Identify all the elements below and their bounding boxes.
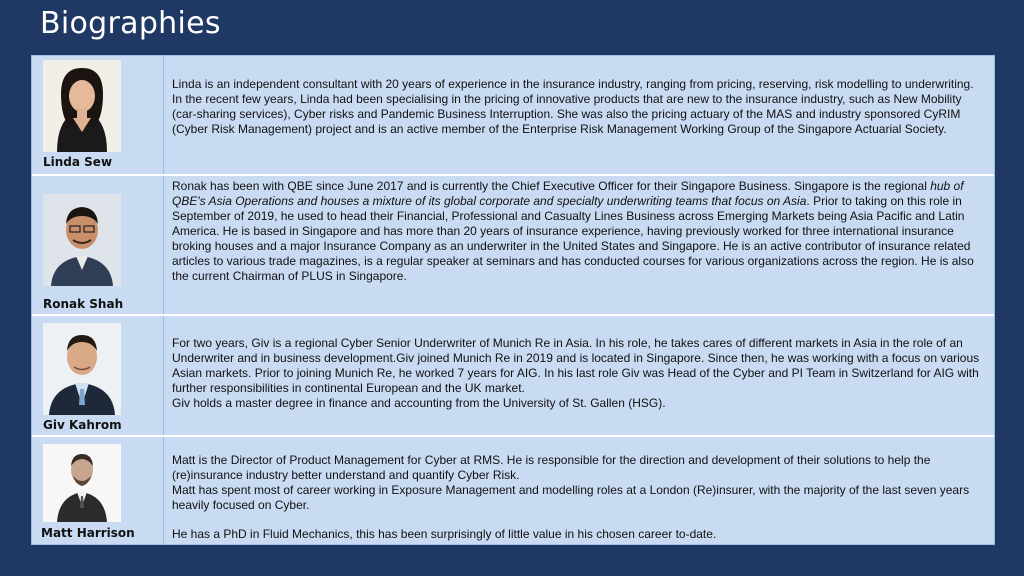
bio-paragraph: For two years, Giv is a regional Cyber Senior Underwriter of Munich Re in Asia. In his role, he takes cares of different markets in Asia in the role of an Underwriter and in business development.Giv joined Munich Re in 2019 and is located in Singapore. Since then, he was working with a focus on various Asian markets. Prior to joining Munich Re, he worked 7 years for AIG. In his last role Giv was Head of the Cyber and PI Team in Switzerland for AIG with further responsibilities in continental European and the UK market. [172, 336, 980, 395]
bio-text [164, 176, 994, 314]
bio-paragraph: Matt has spent most of career working in Exposure Management and modelling roles at a London (Re)insurer, with the majority of the last seven years heavily focused on Cyber. [172, 483, 970, 512]
bio-paragraph: Giv holds a master degree in finance and accounting from the University of St. Gallen (HSG). [172, 396, 666, 410]
bio-paragraph [172, 179, 984, 284]
bio-text-span: Ronak has been with QBE since June 2017 and is currently the Chief Executive Officer for their Singapore Business. Singapore is the regional [172, 179, 931, 193]
bio-paragraph: Linda is an independent consultant with 20 years of experience in the insurance industry, ranging from pricing, reserving, risk modelling to underwriting. In the recent few years, Linda had been specialising in the pricing of innovative products that are new to the insurance industry, such as New Mobility (car-sharing services), Cyber risks and Pandemic Business Interruption. She was also the pricing actuary of the MAS and industry sponsored CyRIM (Cyber Risk Management) project and is an active member of the Enterprise Risk Management Working Group of the Singapore Actuarial Society. [172, 77, 974, 136]
person-name: Ronak Shah [43, 297, 124, 311]
bio-paragraph: Matt is the Director of Product Management for Cyber at RMS. He is responsible for the direction and development of their solutions to help the (re)insurance industry better understand and quantify Cyber Risk. [172, 453, 931, 482]
table-row [32, 174, 994, 314]
portrait-woman-icon [43, 60, 121, 152]
photo-cell [32, 316, 164, 435]
person-name: Matt Harrison [41, 526, 135, 540]
paragraph-gap [172, 513, 984, 527]
photo-cell [32, 56, 164, 174]
table-row [32, 56, 994, 174]
table-row [32, 314, 994, 435]
bio-italic-span: hub of QBE's Asia Operations and houses a mixture of its global corporate and specialty underwriting teams that focus on Asia [172, 179, 964, 208]
photo-cell [32, 437, 164, 544]
person-name: Linda Sew [43, 155, 113, 169]
page-title: Biographies [40, 6, 221, 41]
portrait-man-icon [43, 323, 121, 415]
table-row [32, 435, 994, 544]
portrait-man-icon [43, 194, 121, 286]
photo-cell [32, 176, 164, 314]
bio-text-span: . Prior to taking on this role in September of 2019, he used to head their Financial, Professional and Casualty Lines Business across Emerging Markets being Asia Pacific and Latin America. He is based in Singapore and has more than 20 years of insurance experience, having previously worked for three international insurance broking houses and a major Insurance Company as an underwriter in the United States and Singapore. He is an active contributor of insurance related articles to various trade magazines, is a regular speaker at seminars and has conducted courses for various organizations across the region. He is also the current Chairman of PLUS in Singapore. [172, 194, 974, 283]
bio-text [164, 437, 994, 544]
person-name: Giv Kahrom [43, 418, 122, 432]
bio-paragraph: He has a PhD in Fluid Mechanics, this has been surprisingly of little value in his chosen career to-date. [172, 527, 717, 541]
bio-text [164, 316, 994, 435]
bio-text [164, 56, 994, 174]
portrait-man-icon [43, 444, 121, 522]
biographies-table [31, 55, 995, 545]
